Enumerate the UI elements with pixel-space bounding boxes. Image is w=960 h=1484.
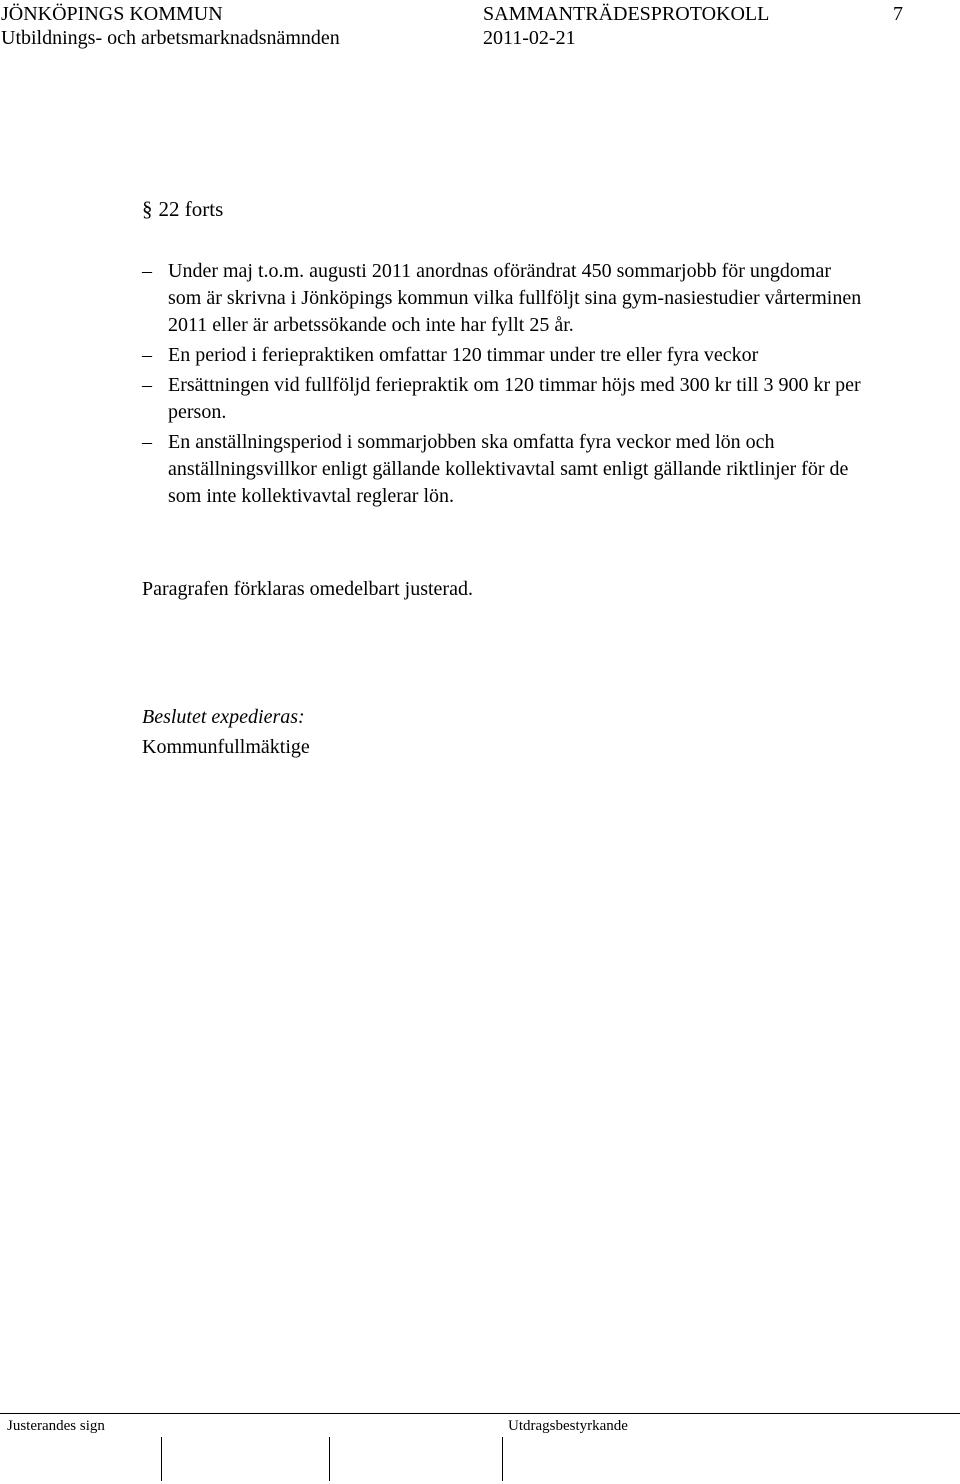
- header-date: 2011-02-21: [483, 27, 576, 49]
- adjusted-statement: Paragrafen förklaras omedelbart justerad.: [142, 578, 473, 600]
- section-heading-text: 22 forts: [158, 197, 224, 221]
- dash-bullet: –: [142, 344, 152, 366]
- footer-divider: [0, 1413, 960, 1414]
- dispatch-recipient: Kommunfullmäktige: [142, 736, 310, 758]
- list-item-text: En period i feriepraktiken omfattar 120 timmar under tre eller fyra veckor: [168, 344, 759, 366]
- header-committee: Utbildnings- och arbetsmarknadsnämnden: [1, 27, 340, 49]
- page-number: 7: [893, 3, 903, 25]
- signature-box-divider: [161, 1437, 162, 1481]
- paragraph-symbol: §: [142, 197, 153, 221]
- decision-list: [142, 258, 862, 513]
- list-item: [142, 429, 862, 510]
- header-org: JÖNKÖPINGS KOMMUN: [1, 3, 223, 25]
- list-item-text: Under maj t.o.m. augusti 2011 anordnas oförändrat 450 sommarjobb för ungdomar som är skrivna i Jönköpings kommun vilka fullföljt sina gym-nasiestudier vårterminen 2011 eller är arbetssökande och inte har fyllt 25 år.: [168, 260, 862, 336]
- signature-box-divider: [329, 1437, 330, 1481]
- dash-bullet: –: [142, 260, 152, 282]
- list-item: [142, 372, 862, 426]
- footer-adjuster-sign: Justerandes sign: [7, 1418, 105, 1434]
- header-doc-type: SAMMANTRÄDESPROTOKOLL: [483, 3, 770, 25]
- list-item: [142, 342, 862, 369]
- section-heading: [142, 197, 223, 222]
- dash-bullet: –: [142, 374, 152, 396]
- list-item-text: En anställningsperiod i sommarjobben ska omfatta fyra veckor med lön och anställningsvillkor enligt gällande kollektivavtal samt enligt gällande riktlinjer för de som inte kollektivavtal reglerar lön.: [168, 431, 849, 507]
- dash-bullet: –: [142, 431, 152, 453]
- dispatch-label: Beslutet expedieras:: [142, 706, 305, 728]
- list-item: [142, 258, 862, 339]
- signature-box-divider: [502, 1437, 503, 1481]
- footer-extract-certification: Utdragsbestyrkande: [508, 1418, 628, 1434]
- list-item-text: Ersättningen vid fullföljd feriepraktik om 120 timmar höjs med 300 kr till 3 900 kr per person.: [168, 374, 861, 423]
